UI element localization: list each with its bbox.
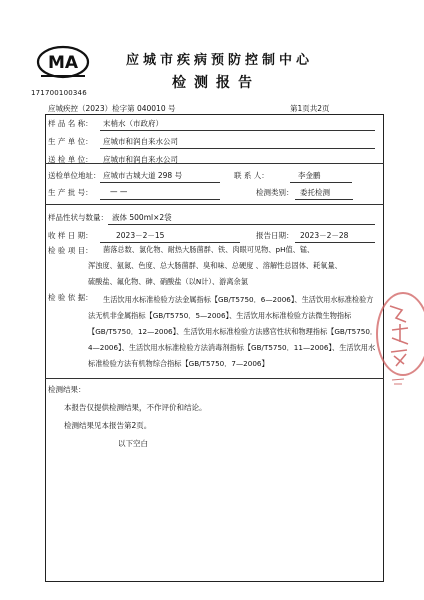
test-items-line: 硫酸盐、氟化物、砷、硝酸盐（以N计）、游离余氯	[88, 277, 248, 286]
underline	[290, 182, 352, 183]
report-date-value: 2023－2－28	[300, 231, 349, 240]
seal-strokes	[382, 292, 424, 392]
inspected-unit-label: 送 检 单 位：	[48, 155, 93, 164]
underline	[295, 199, 353, 200]
conclusion-line: 本报告仅提供检测结果，不作评价和结论。	[64, 403, 207, 412]
organization-name: 应城市疾病预防控制中心	[126, 53, 314, 68]
blank-below-note: 以下空白	[118, 439, 148, 448]
address-value: 应城市古城大道 298 号	[103, 171, 183, 180]
test-basis-label: 检 验 依 据：	[48, 293, 93, 302]
receive-date-label: 收 样 日 期：	[48, 231, 93, 240]
test-items-label: 检 验 项 目：	[48, 246, 93, 255]
sample-name-label: 样 品 名 称：	[48, 119, 93, 128]
batch-value: — —	[110, 187, 128, 196]
sample-state-value: 液体 500ml×2袋	[112, 213, 172, 222]
report-title: 检测报告	[172, 75, 260, 91]
underline	[100, 182, 220, 183]
producer-label: 生 产 单 位：	[48, 137, 93, 146]
underline	[100, 148, 375, 149]
ma-code: 171700100346	[31, 89, 87, 97]
address-label: 送检单位地址：	[48, 171, 101, 180]
conclusion-line: 检测结果见本报告第2页。	[64, 421, 152, 430]
ma-certification-logo	[36, 44, 90, 84]
contact-label: 联 系 人：	[234, 171, 269, 180]
test-type-label: 检测类别：	[256, 188, 294, 197]
contact-value: 李金鹏	[298, 171, 321, 180]
underline	[100, 242, 240, 243]
official-seal-stamp	[382, 292, 424, 392]
section-divider	[45, 204, 384, 205]
sample-name-value: 末梢水（市政府）	[103, 119, 163, 128]
test-type-value: 委托检测	[300, 188, 330, 197]
conclusion-label: 检测结果：	[48, 385, 86, 394]
underline	[108, 224, 375, 225]
test-items-line: 浑浊度、氨氮、色度、总大肠菌群、臭和味、总硬度 、溶解性总固体、耗氧量、	[88, 261, 342, 270]
test-basis-text: 生活饮用水标准检验方法金属指标【GB/T5750．6—2006】、生活饮用水标准检验方法无机非金属指标【GB/T5750．5—2006】、生活饮用水标准检验方法微生物指标【GB/T5750．12—2006】、生活饮用水标准检验方法感官性状和物理指标【GB/T5750．4—2006】、生活饮用水标准检验方法消毒剂指标【GB/T5750．11—2006】、生活饮用水标准检验方法有机物综合指标【GB/T5750．7—2006】	[88, 295, 378, 368]
test-items-line: 菌落总数、氯化物、耐热大肠菌群、铁、肉眼可见物、pH值、锰、	[103, 245, 315, 254]
document-number: 应城疾控（2023）检字第 040010 号	[48, 104, 176, 113]
underline	[295, 242, 375, 243]
underline	[100, 199, 220, 200]
report-date-label: 报告日期：	[256, 231, 294, 240]
producer-value: 应城市和润自来水公司	[103, 137, 178, 146]
ma-mark-text: MA	[47, 53, 79, 73]
section-divider	[45, 378, 384, 379]
inspected-unit-value: 应城市和润自来水公司	[103, 155, 178, 164]
sample-state-label: 样品性状与数量：	[48, 213, 108, 222]
receive-date-value: 2023－2－15	[116, 231, 165, 240]
section-divider	[45, 163, 384, 164]
underline	[100, 130, 375, 131]
batch-label: 生 产 批 号：	[48, 188, 93, 197]
page-info: 第1页共2页	[290, 104, 330, 113]
